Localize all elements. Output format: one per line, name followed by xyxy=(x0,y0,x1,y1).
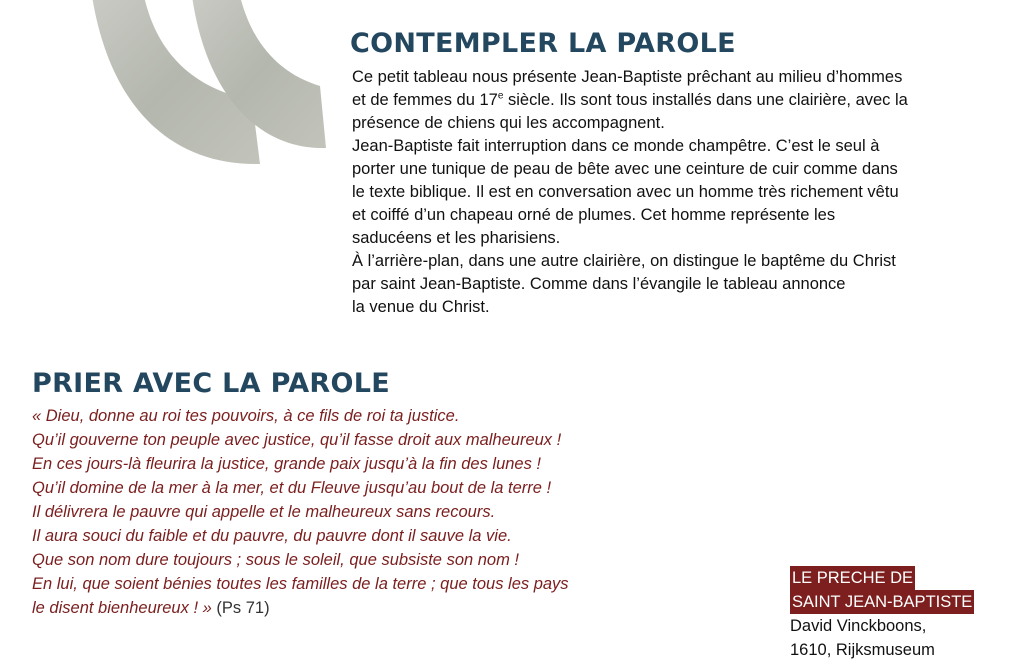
text-line: le texte biblique. Il est en conversation avec un homme très richement vêtu xyxy=(352,183,899,201)
text-line: À l’arrière-plan, dans une autre clairière, on distingue le baptême du Christ xyxy=(352,252,896,270)
prayer-line: « Dieu, donne au roi tes pouvoirs, à ce fils de roi ta justice. xyxy=(32,407,460,425)
artwork-date-place: 1610, Rijksmuseum xyxy=(790,641,935,659)
prayer-line: En ces jours-là fleurira la justice, grande paix jusqu’à la fin des lunes ! xyxy=(32,455,542,473)
text-line: et coiffé d’un chapeau orné de plumes. Cet homme représente les xyxy=(352,206,836,224)
artwork-caption xyxy=(790,566,974,662)
text-line: présence de chiens qui les accompagnent. xyxy=(352,114,665,132)
text-line: porter une tunique de peau de bête avec une ceinture de cuir comme dans xyxy=(352,160,898,178)
prayer-line: le disent bienheureux ! » (Ps 71) xyxy=(32,599,270,617)
prayer-line: Qu’il domine de la mer à la mer, et du Fleuve jusqu’au bout de la terre ! xyxy=(32,479,552,497)
prayer-line: Il aura souci du faible et du pauvre, du pauvre dont il sauve la vie. xyxy=(32,527,512,545)
text-line: Jean-Baptiste fait interruption dans ce monde champêtre. C’est le seul à xyxy=(352,137,880,155)
text-line: saducéens et les pharisiens. xyxy=(352,229,561,247)
artwork-artist: David Vinckboons, xyxy=(790,617,927,635)
prayer-line: En lui, que soient bénies toutes les familles de la terre ; que tous les pays xyxy=(32,575,569,593)
prayer-line: Qu’il gouverne ton peuple avec justice, qu’il fasse droit aux malheureux ! xyxy=(32,431,562,449)
artwork-title-line2: SAINT JEAN-BAPTISTE xyxy=(790,590,974,614)
text-line: Ce petit tableau nous présente Jean-Baptiste prêchant au milieu d’hommes xyxy=(352,68,903,86)
contempler-paragraph xyxy=(352,66,908,319)
prayer-line: Que son nom dure toujours ; sous le soleil, que subsiste son nom ! xyxy=(32,551,520,569)
artwork-title-line1: LE PRECHE DE xyxy=(790,566,915,590)
quote-mark-icon xyxy=(80,0,340,190)
text-line: la venue du Christ. xyxy=(352,298,490,316)
psalm-reference: (Ps 71) xyxy=(211,599,270,617)
prayer-line: Il délivrera le pauvre qui appelle et le malheureux sans recours. xyxy=(32,503,496,521)
superscript: e xyxy=(497,90,504,102)
section-title-prier: PRIER AVEC LA PAROLE xyxy=(32,368,390,399)
text-line: par saint Jean-Baptiste. Comme dans l’évangile le tableau annonce xyxy=(352,275,846,293)
section-title-contempler: CONTEMPLER LA PAROLE xyxy=(350,28,736,59)
prayer-text xyxy=(32,404,569,620)
text-line: et de femmes du 17e siècle. Ils sont tous installés dans une clairière, avec la xyxy=(352,90,908,109)
